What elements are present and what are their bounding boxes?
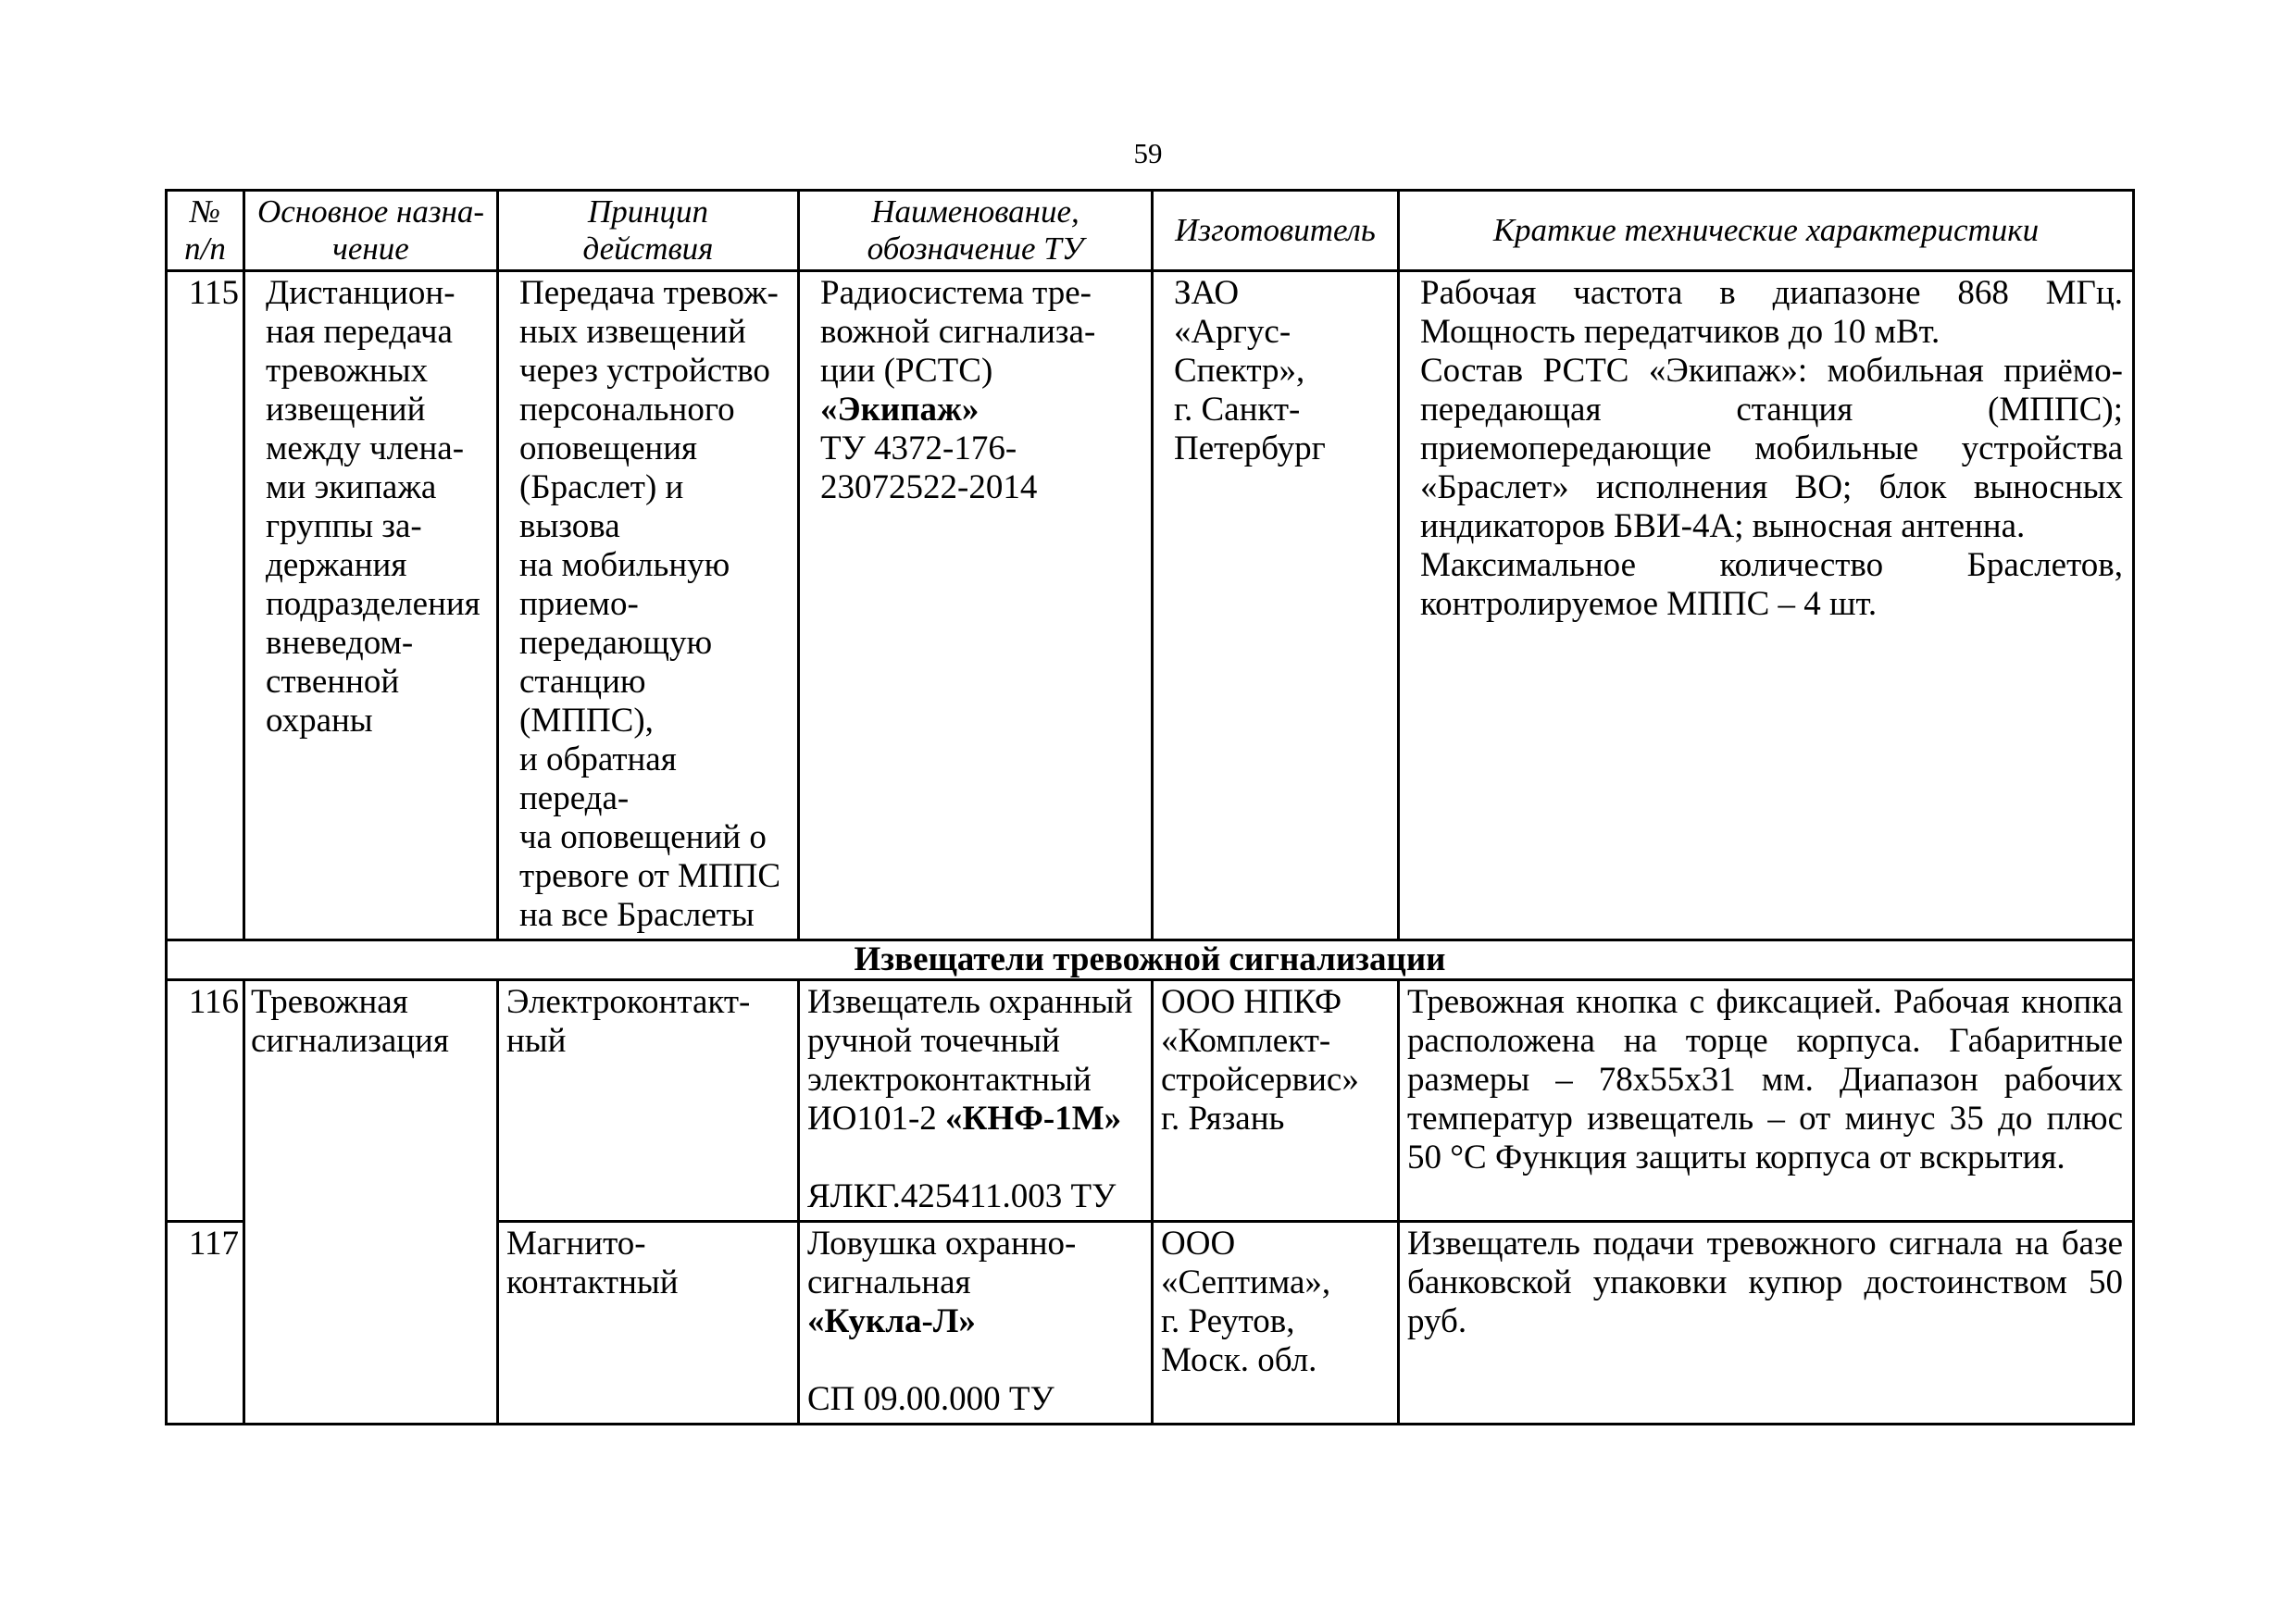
manufacturer-cell: ЗАО «Аргус- Спектр», г. Санкт- Петербург <box>1153 271 1399 940</box>
principle-cell: Передача тревож- ных извещений через устройство персонального оповещения (Браслет) и вызова на мобильную приемо- передающую станцию (МППС), и обратная переда- ча оповещений о тревоге от МППС на все Браслеты <box>498 271 799 940</box>
tu-designation: ТУ 4372-176- 23072522-2014 <box>820 429 1038 506</box>
tu-designation: СП 09.00.000 ТУ <box>807 1380 1054 1418</box>
table-row <box>167 271 2134 940</box>
specs-cell <box>1399 1222 2134 1425</box>
header-num-symbol: № <box>189 193 220 230</box>
name-cell <box>799 1222 1153 1425</box>
spec-paragraph: Рабочая частота в диапазоне 868 МГц. Мощность передатчиков до 10 мВт. <box>1420 274 2123 351</box>
header-name: Наименование, обозначение ТУ <box>799 191 1153 271</box>
product-name: «КНФ-1М» <box>945 1100 1122 1138</box>
spacer <box>807 1341 1142 1380</box>
header-principle: Принцип действия <box>498 191 799 271</box>
spec-paragraph: Тревожная кнопка с фиксацией. Рабочая кнопка расположена на торце корпуса. Габаритные размеры – 78х55х31 мм. Диапазон рабочих температур извещатель – от минус 35 до плюс 50 °С Функция защиты корпуса от вскрытия. <box>1407 983 2123 1176</box>
row-number: 116 <box>167 980 244 1222</box>
manufacturer-cell: ООО НПКФ «Комплект- стройсервис» г. Рязань <box>1153 980 1399 1222</box>
header-purpose: Основное назна- чение <box>244 191 498 271</box>
table-header-row <box>167 191 2134 271</box>
header-num-abbr: п/п <box>184 230 226 267</box>
header-manufacturer: Изготовитель <box>1153 191 1399 271</box>
purpose-cell: Тревожная сигнализация <box>244 980 498 1425</box>
principle-cell: Электроконтакт- ный <box>498 980 799 1222</box>
table-row <box>167 980 2134 1222</box>
specs-cell <box>1399 271 2134 940</box>
product-name: «Кукла-Л» <box>807 1302 976 1340</box>
product-description: Ловушка охранно- сигнальная <box>807 1225 1077 1301</box>
name-cell <box>799 980 1153 1222</box>
tu-designation: ЯЛКГ.425411.003 ТУ <box>807 1177 1117 1215</box>
name-cell <box>799 271 1153 940</box>
spec-paragraph: Извещатель подачи тревожного сигнала на базе банковской упаковки купюр достоинством 50 руб. <box>1407 1225 2123 1340</box>
product-name: «Экипаж» <box>820 391 980 429</box>
spec-paragraph: Состав РСТС «Экипаж»: мобильная приёмо-передающая станция (МППС); приемопередающие мобильные устройства «Браслет» исполнения ВО; блок выносных индикаторов БВИ-4А; выносная антенна. <box>1420 352 2123 545</box>
header-num <box>167 191 244 271</box>
product-description: Извещатель охранный ручной точечный электроконтактный ИО101-2 <box>807 983 1133 1138</box>
page-number: 59 <box>1133 137 1163 169</box>
row-number: 115 <box>167 271 244 940</box>
spec-paragraph: Максимальное количество Браслетов, контролируемое МППС – 4 шт. <box>1420 546 2123 623</box>
header-specs: Краткие технические характеристики <box>1399 191 2134 271</box>
specs-cell <box>1399 980 2134 1222</box>
purpose-cell: Дистанцион- ная передача тревожных извещений между члена- ми экипажа группы за- держания подразделения вневедом- ственной охраны <box>244 271 498 940</box>
equipment-table <box>165 189 2135 1425</box>
principle-cell: Магнито- контактный <box>498 1222 799 1425</box>
row-number: 117 <box>167 1222 244 1425</box>
product-description: Радиосистема тре- вожной сигнализа- ции (РСТС) <box>820 274 1096 390</box>
spacer <box>807 1139 1142 1177</box>
section-header-row <box>167 940 2134 980</box>
manufacturer-cell: ООО «Септима», г. Реутов, Моск. обл. <box>1153 1222 1399 1425</box>
section-title: Извещатели тревожной сигнализации <box>167 940 2134 980</box>
